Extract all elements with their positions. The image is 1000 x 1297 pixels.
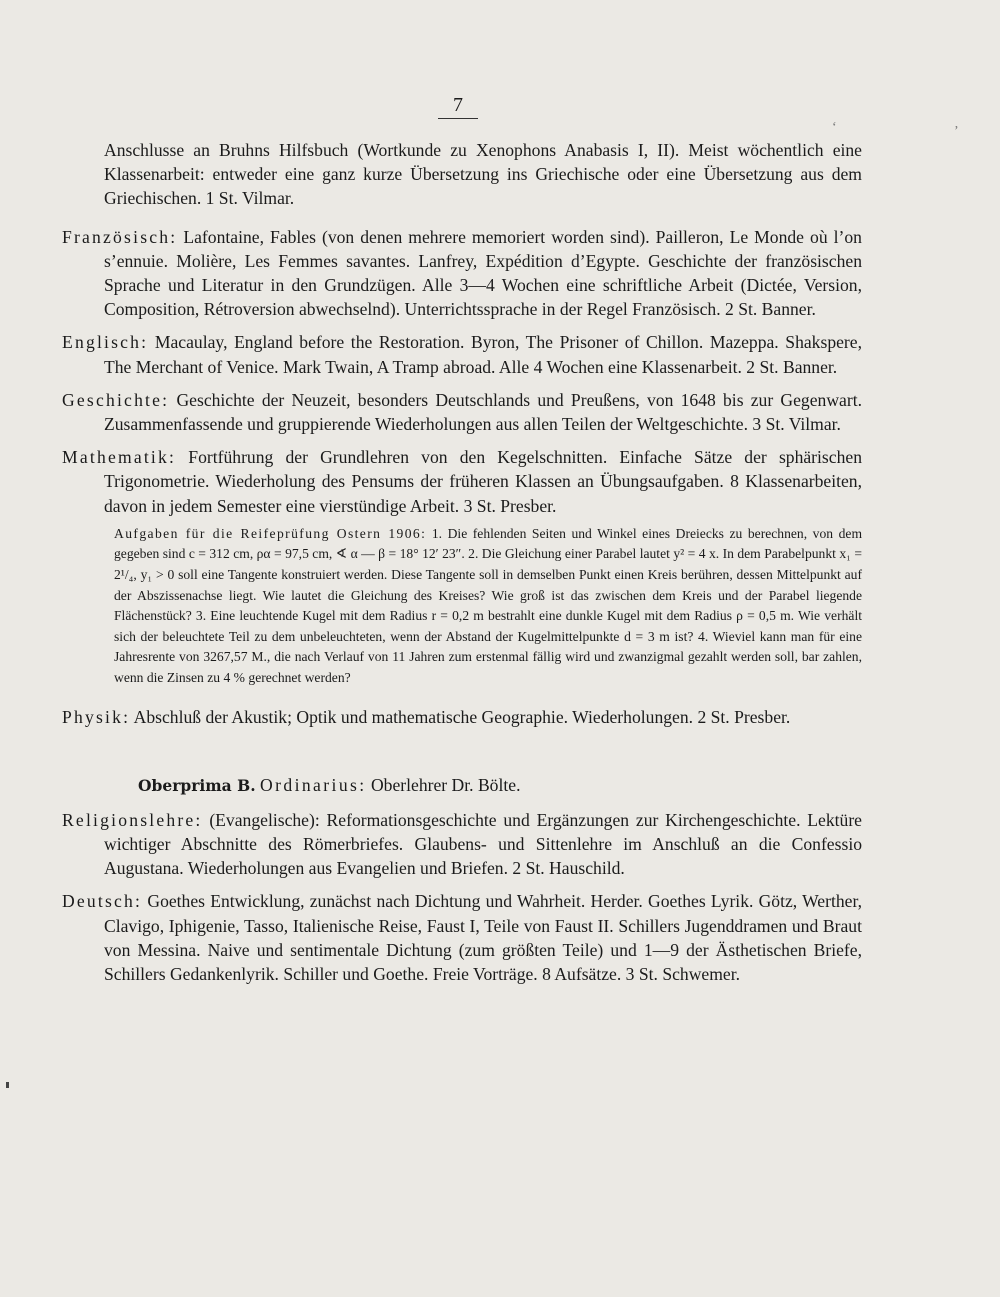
subject-deutsch [62, 889, 862, 986]
subject-text: Geschichte der Neuzeit, besonders Deutschlands und Preußens, von 1648 bis zur Gegenwart. Zusammenfassende und gruppierende Wiederholungen aus allen Teilen der Weltgeschichte. 3 St. Vilmar. [104, 389, 862, 435]
subject-text: (Evangelische): Reformationsgeschichte und Ergänzungen zur Kirchengeschichte. Lektüre wichtiger Abschnitte des Römerbriefes. Glaubens- und Sittenlehre im Anschluß an die Confessio Augustana. Wiederholungen aus Evangelien und Briefen. 2 St. Hauschild. [104, 809, 862, 879]
ordinarius-name: Oberlehrer Dr. Bölte. [370, 774, 521, 795]
subject-religionslehre [62, 808, 862, 881]
subject-text: Goethes Entwicklung, zunächst nach Dichtung und Wahrheit. Herder. Goethes Lyrik. Götz, Werther, Clavigo, Iphigenie, Tasso, Italienische Reise, Faust I, Teile von Faust II. Schillers Jugenddramen und Braut von Messina. Naive und sentimentale Dichtung (zum größten Teile) und 1—9 der Ästhetischen Briefe, Schillers Gedankenlyrik. Schiller und Goethe. Freie Vorträge. 8 Aufsätze. 3 St. Schwemer. [104, 891, 862, 985]
subject-text: Abschluß der Akustik; Optik und mathematische Geographie. Wiederholungen. 2 St. Presber. [133, 706, 791, 727]
subject-text: Lafontaine, Fables (von denen mehrere memoriert worden sind). Pailleron, Le Monde où l’on s’ennuie. Molière, Les Femmes savantes. Lanfrey, Expédition d’Egypte. Geschichte der französischen Sprache und Literatur in den Grundzügen. Alle 3—4 Wochen eine schriftliche Arbeit (Dictée, Version, Composition, Rétroversion abwechselnd). Unterrichtssprache in der Regel Französisch. 2 St. Banner. [104, 226, 862, 320]
subject-mathematik [62, 445, 862, 518]
exam-text: 1. Die fehlenden Seiten und Winkel eines Dreiecks zu berechnen, von dem gegeben sind c = 312 cm, ρα = 97,5 cm, ∢ α — β = 18° 12′ 23″. 2. Die Gleichung einer Parabel lautet y² = 4 x. In dem Parabelpunkt x₁ = 2¹/₄, y₁ > 0 soll eine Tangente konstruiert werden. Diese Tangente soll in demselben Punkt einen Kreis berühren, dessen Mittelpunkt auf der Abszissenachse liegt. Wie lautet die Gleichung des Kreises? Wie groß ist das zwischen dem Kreis und der Parabel liegende Flächenstück? 3. Eine leuchtende Kugel mit dem Radius r = 0,2 m bestrahlt eine dunkle Kugel mit dem Radius ρ = 0,5 m. Wie verhält sich der beleuchtete Teil zu dem unbeleuchteten, wenn der Abstand der Kugelmittelpunkte d = 3 m ist? 4. Wieviel kann man für eine Jahresrente von 3267,57 M., die nach Verlauf von 11 Jahren zum erstenmal fällig wird und zwanzigmal gezahlt werden soll, bar zahlen, wenn die Zinsen zu 4 % gerechnet werden? [114, 525, 863, 685]
subject-name: Französisch: [62, 226, 178, 247]
exam-label: Aufgaben für die Reifeprüfung Ostern 1906: [114, 525, 427, 541]
ordinarius-label: Ordinarius: [260, 774, 367, 795]
class-name: Oberprima B. [138, 775, 256, 795]
subject-franzoesisch [62, 225, 862, 322]
class-heading [138, 773, 862, 798]
subject-name: Deutsch: [62, 891, 143, 912]
subject-name: Religionslehre: [62, 809, 203, 830]
subject-name: Mathematik: [62, 447, 177, 468]
subject-name: Geschichte: [62, 389, 170, 410]
subject-physik [62, 705, 862, 729]
page-body [62, 138, 862, 995]
intro-paragraph: Anschlusse an Bruhns Hilfsbuch (Wortkunde zu Xenophons Anabasis I, II). Meist wöchentlich eine Klassenarbeit: entweder eine ganz kurze Übersetzung ins Griechische oder eine Übersetzung aus dem Griechischen. 1 St. Vilmar. [104, 140, 862, 209]
subject-text: Fortführung der Grundlehren von den Kegelschnitten. Einfache Sätze der sphärischen Trigonometrie. Wiederholung des Pensums der früheren Klassen an Übungsaufgaben. 8 Klassenarbeiten, davon in jedem Semester eine vierstündige Arbeit. 3 St. Presber. [104, 447, 862, 516]
subject-name: Englisch: [62, 332, 149, 353]
subject-geschichte [62, 388, 862, 436]
exam-tasks [62, 524, 862, 689]
margin-mark-icon: ʻ [832, 120, 837, 135]
page-number: 7 [438, 92, 478, 119]
margin-mark-icon: ʼ [954, 124, 959, 139]
margin-dot [6, 1082, 9, 1088]
subject-text: Macaulay, England before the Restoration. Byron, The Prisoner of Chillon. Mazeppa. Shakspere, The Merchant of Venice. Mark Twain, A Tramp abroad. Alle 4 Wochen eine Klassenarbeit. 2 St. Banner. [104, 332, 862, 377]
subject-name: Physik: [62, 706, 131, 727]
subject-englisch [62, 330, 862, 378]
